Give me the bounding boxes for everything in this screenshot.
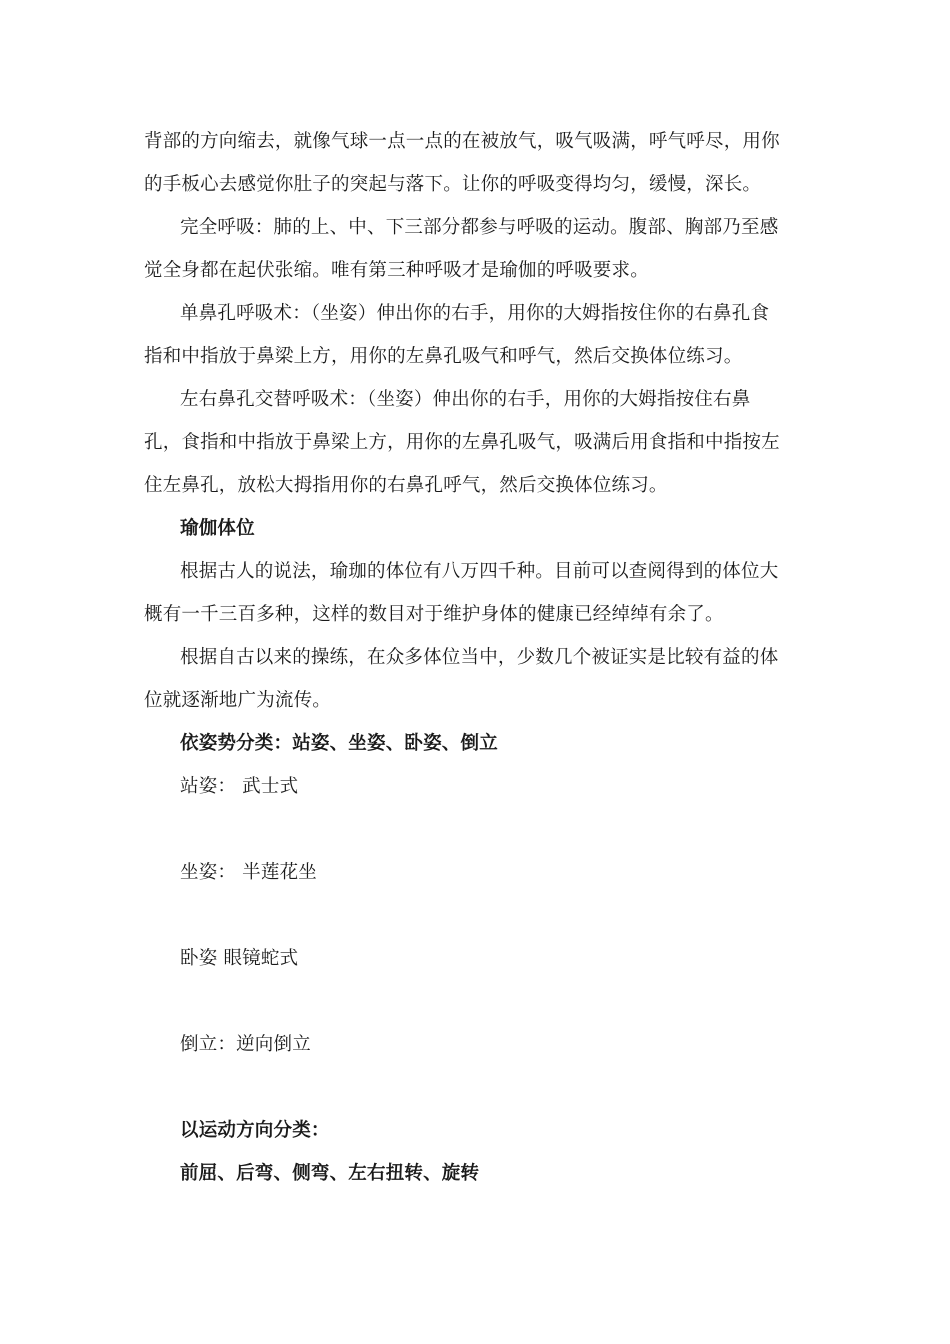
- posture-standing: [144, 765, 808, 808]
- posture-sitting: [144, 851, 808, 894]
- paragraph-posture-count: [144, 550, 808, 636]
- text-line: 孔，食指和中指放于鼻梁上方，用你的左鼻孔吸气，吸满后用食指和中指按左: [144, 432, 780, 453]
- posture-text: 倒立：逆向倒立: [180, 1034, 311, 1055]
- text-line: 住左鼻孔，放松大拇指用你的右鼻孔呼气，然后交换体位练习。: [144, 475, 668, 496]
- heading-text: 依姿势分类：站姿、坐姿、卧姿、倒立: [180, 733, 498, 754]
- text-line: 背部的方向缩去，就像气球一点一点的在被放气，吸气吸满，呼气呼尽，用你: [144, 131, 780, 152]
- heading-text: 以运动方向分类：: [180, 1120, 330, 1141]
- text-line: 完全呼吸：肺的上、中、下三部分都参与呼吸的运动。腹部、胸部乃至感: [180, 217, 779, 238]
- movement-types: [144, 1152, 808, 1195]
- posture-text: 站姿： 武士式: [180, 776, 299, 797]
- posture-inverted: [144, 1023, 808, 1066]
- posture-text: 卧姿 眼镜蛇式: [180, 948, 299, 969]
- movement-text: 前屈、后弯、侧弯、左右扭转、旋转: [180, 1163, 480, 1184]
- text-line: 位就逐渐地广为流传。: [144, 690, 332, 711]
- text-line: 觉全身都在起伏张缩。唯有第三种呼吸才是瑜伽的呼吸要求。: [144, 260, 649, 281]
- text-line: 的手板心去感觉你肚子的突起与落下。让你的呼吸变得均匀，缓慢，深长。: [144, 174, 762, 195]
- posture-lying: [144, 937, 808, 980]
- section-heading-yoga-postures: [144, 507, 808, 550]
- section-heading-by-movement: [144, 1109, 808, 1152]
- text-line: 左右鼻孔交替呼吸术：（坐姿）伸出你的右手，用你的大姆指按住右鼻: [180, 389, 751, 410]
- posture-text: 坐姿： 半莲花坐: [180, 862, 317, 883]
- paragraph-abdominal-breathing: [144, 120, 808, 206]
- paragraph-single-nostril-breathing: [144, 292, 808, 378]
- paragraph-posture-spread: [144, 636, 808, 722]
- text-line: 指和中指放于鼻梁上方，用你的左鼻孔吸气和呼气，然后交换体位练习。: [144, 346, 743, 367]
- text-line: 概有一千三百多种，这样的数目对于维护身体的健康已经绰绰有余了。: [144, 604, 724, 625]
- heading-text: 瑜伽体位: [180, 518, 255, 539]
- text-line: 单鼻孔呼吸术：（坐姿）伸出你的右手，用你的大姆指按住你的右鼻孔食: [180, 303, 770, 324]
- text-line: 根据自古以来的操练，在众多体位当中，少数几个被证实是比较有益的体: [180, 647, 779, 668]
- paragraph-complete-breathing: [144, 206, 808, 292]
- paragraph-alternate-nostril-breathing: [144, 378, 808, 507]
- section-heading-by-posture: [144, 722, 808, 765]
- text-line: 根据古人的说法，瑜珈的体位有八万四千种。目前可以查阅得到的体位大: [180, 561, 779, 582]
